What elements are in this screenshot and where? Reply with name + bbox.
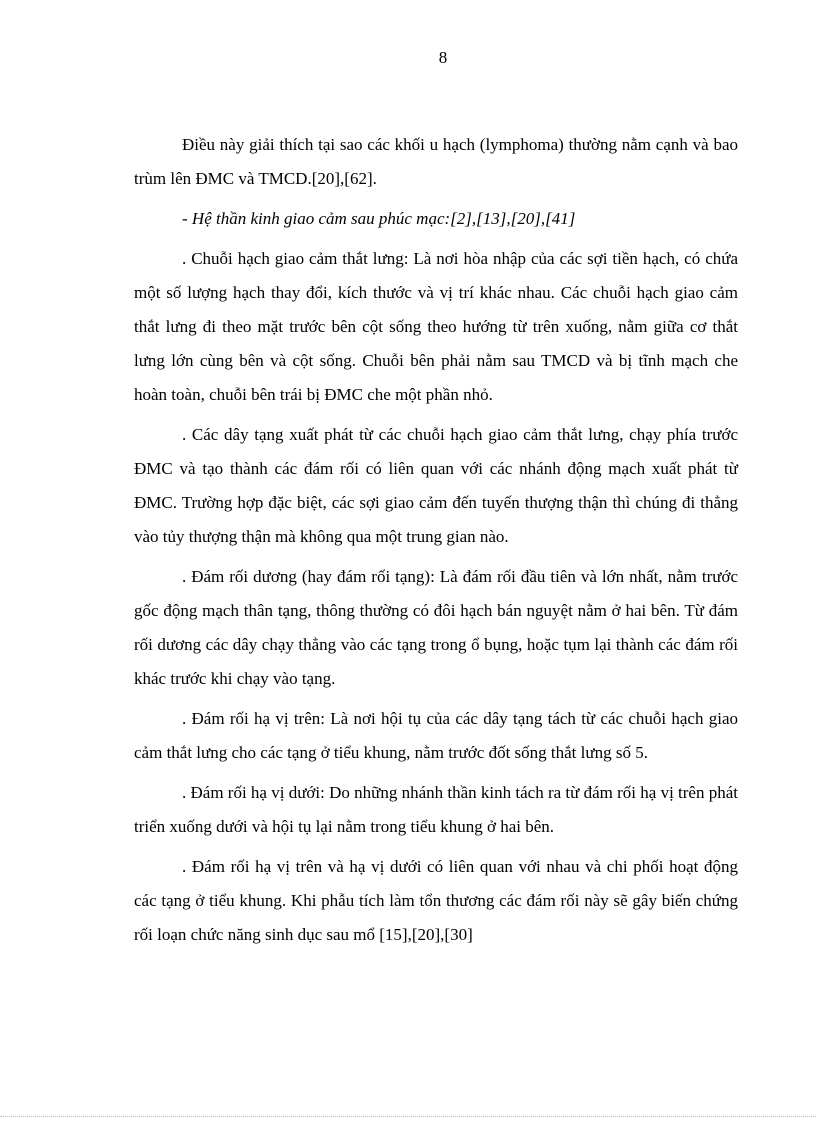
page-number: 8 [438,48,448,67]
paragraph-superior-hypogastric: . Đám rối hạ vị trên: Là nơi hội tụ của các dây tạng tách từ các chuỗi hạch giao cảm thắt lưng cho các tạng ở tiểu khung, nằm trước đốt sống thắt lưng số 5. [134,709,738,762]
paragraph-splanchnic-nerves: . Các dây tạng xuất phát từ các chuỗi hạch giao cảm thắt lưng, chạy phía trước ĐMC và tạo thành các đám rối có liên quan với các nhánh động mạch xuất phát từ ĐMC. Trường hợp đặc biệt, các sợi giao cảm đến tuyến thượng thận thì chúng đi thẳng vào tủy thượng thận mà không qua một trung gian nào. [134,425,738,546]
paragraph-celiac-plexus: . Đám rối dương (hay đám rối tạng): Là đám rối đầu tiên và lớn nhất, nằm trước gốc động mạch thân tạng, thông thường có đôi hạch bán nguyệt nằm ở hai bên. Từ đám rối dương các dây chạy thẳng vào các tạng trong ổ bụng, hoặc tụm lại thành các đám rối khác trước khi chạy vào tạng. [134,567,738,688]
paragraph-inferior-hypogastric: . Đám rối hạ vị dưới: Do những nhánh thần kinh tách ra từ đám rối hạ vị trên phát triển xuống dưới và hội tụ lại nằm trong tiểu khung ở hai bên. [134,783,738,836]
paragraph-hypogastric-relation: . Đám rối hạ vị trên và hạ vị dưới có liên quan với nhau và chi phối hoạt động các tạng ở tiểu khung. Khi phẫu tích làm tổn thương các đám rối này sẽ gây biến chứng rối loạn chức năng sinh dục sau mổ [15],[20],[30] [134,857,738,944]
document-body [134,128,738,958]
paragraph-lumbar-chain: . Chuỗi hạch giao cảm thắt lưng: Là nơi hòa nhập của các sợi tiền hạch, có chứa một số lượng hạch thay đổi, kích thước và vị trí khác nhau. Các chuỗi hạch giao cảm thắt lưng đi theo mặt trước bên cột sống theo hướng từ trên xuống, nằm giữa cơ thắt lưng lớn cùng bên và cột sống. Chuỗi bên phải nằm sau TMCD và bị tĩnh mạch che hoàn toàn, chuỗi bên trái bị ĐMC che một phần nhỏ. [134,249,738,404]
bottom-divider [0,1116,816,1117]
paragraph-lymphoma: Điều này giải thích tại sao các khối u hạch (lymphoma) thường nằm cạnh và bao trùm lên ĐMC và TMCD.[20],[62]. [134,135,738,188]
section-heading-sympathetic: - Hệ thần kinh giao cảm sau phúc mạc:[2],[13],[20],[41] [182,209,576,228]
